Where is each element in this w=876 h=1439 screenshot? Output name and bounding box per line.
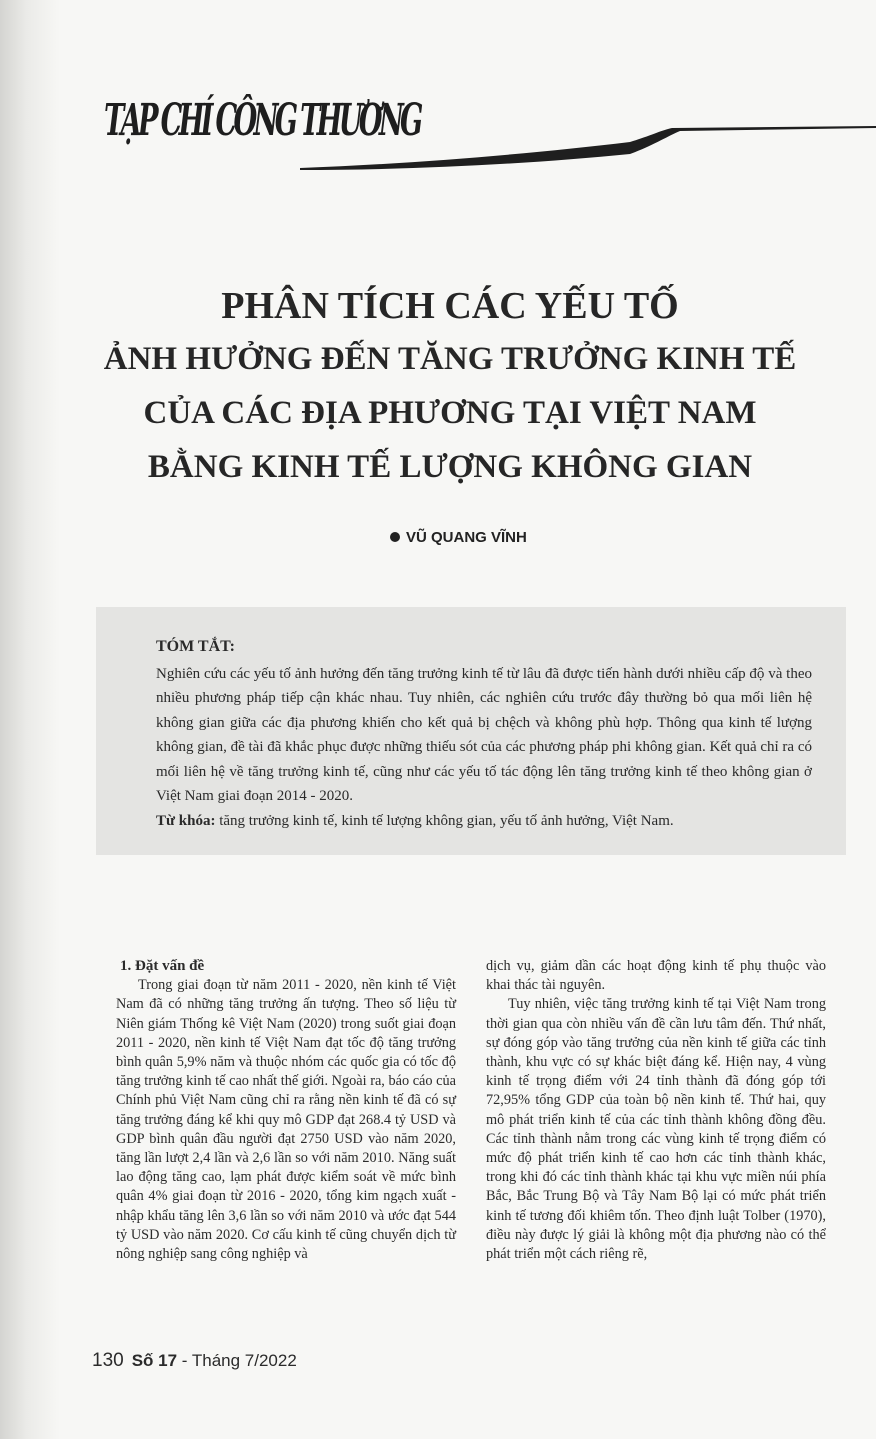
abstract-box [96,607,846,855]
title-line-4: BẰNG KINH TẾ LƯỢNG KHÔNG GIAN [147,449,753,485]
abstract-body: Nghiên cứu các yếu tố ảnh hưởng đến tăng trưởng kinh tế từ lâu đã được tiến hành dưới nhiều cấp độ và theo nhiều phương pháp tiếp cận khác nhau. Tuy nhiên, các nghiên cứu trước đây thường bỏ qua mối liên hệ không gian giữa các địa phương khiến cho kết quả bị chệch và không phù hợp. Thông qua kinh tế lượng không gian, đề tài đã khắc phục được những thiếu sót của các phương pháp phi không gian. Kết quả chỉ ra có mối liên hệ về tăng trưởng kinh tế, cũng như các yếu tố tác động lên tăng trưởng kinh tế theo không gian ở Việt Nam giai đoạn 2014 - 2020. [156,665,812,804]
article-title [100,280,800,494]
keywords-text: tăng trưởng kinh tế, kinh tế lượng không gian, yếu tố ảnh hưởng, Việt Nam. [215,812,674,829]
page-number: 130 [92,1350,124,1371]
body-paragraph: Trong giai đoạn từ năm 2011 - 2020, nền kinh tế Việt Nam đã có những tăng trưởng ấn tượng. Theo số liệu từ Niên giám Thống kê Việt Nam (2020) trong suốt giai đoạn 2011 - 2020, nền kinh tế Việt Nam đạt tốc độ tăng trưởng bình quân 5,9% năm và thuộc nhóm các quốc gia có tốc độ tăng trưởng kinh tế cao nhất thế giới. Ngoài ra, báo cáo của Chính phủ Việt Nam cũng chỉ ra rằng nền kinh tế đã có sự tăng trưởng đáng kể khi quy mô GDP đạt 268.4 tỷ USD và GDP bình quân đầu người đạt 2750 USD vào năm 2020, tăng lần lượt 2,4 lần và 2,6 lần so với năm 2010. Năng suất lao động tăng cao, lạm phát được kiểm soát về mức bình quân 4% giai đoạn từ 2016 - 2020, tổng kim ngạch xuất - nhập khẩu tăng lên 3,6 lần so với năm 2010 và ước đạt 544 tỷ USD vào năm 2020. Cơ cấu kinh tế cũng chuyển dịch từ nông nghiệp sang công nghiệp và [116,977,456,1263]
page-footer [92,1350,297,1372]
abstract-heading: TÓM TẮT: [156,638,235,655]
title-line-2: ẢNH HƯỞNG ĐẾN TĂNG TRƯỞNG KINH TẾ [103,341,797,377]
body-paragraph: Tuy nhiên, việc tăng trưởng kinh tế tại Việt Nam trong thời gian qua còn nhiều vấn đề cần lưu tâm đến. Thứ nhất, sự đóng góp vào tăng trưởng của nền kinh tế giữa các tỉnh thành, khu vực có sự khác biệt đáng kể. Hiện nay, 4 vùng kinh tế trọng điểm với 24 tỉnh thành đã đóng góp tới 72,95% tổng GDP của toàn bộ nền kinh tế. Thứ hai, quy mô phát triển kinh tế của các tỉnh thành không đồng đều. Các tỉnh thành nằm trong các vùng kinh tế trọng điểm có mức độ phát triển kinh tế cao hơn các tỉnh thành khác, trong khi đó các tỉnh thành khác tại khu vực miền núi phía Bắc, Bắc Trung Bộ và Tây Nam Bộ lại có mức phát triển kinh tế tương đối khiêm tốn. Theo định luật Tolber (1970), điều này được lý giải là không một địa phương nào có thể phát triển một cách riêng rẽ, [486,996,826,1263]
author-line [390,529,527,546]
bullet-icon [390,532,400,542]
issue-date: - Tháng 7/2022 [177,1351,297,1370]
section-heading: 1. Đặt vấn đề [120,958,205,974]
header-swoosh-decoration [300,118,876,178]
keywords-label: Từ khóa: [156,812,216,829]
body-paragraph-continued: dịch vụ, giảm dần các hoạt động kinh tế phụ thuộc vào khai thác tài nguyên. [486,958,826,994]
abstract-content [156,635,812,833]
journal-logo: TẠP CHÍ CÔNG THƯƠNG [104,95,420,146]
issue-number: Số 17 [131,1351,178,1370]
title-line-1: PHÂN TÍCH CÁC YẾU TỐ [221,285,679,327]
title-line-3: CỦA CÁC ĐỊA PHƯƠNG TẠI VIỆT NAM [143,395,757,431]
body-column-left [116,957,456,1264]
abstract-keywords [156,809,812,834]
page-edge-shadow [0,0,60,1439]
body-column-right [486,957,826,1264]
author-name: VŨ QUANG VĨNH [406,529,527,546]
